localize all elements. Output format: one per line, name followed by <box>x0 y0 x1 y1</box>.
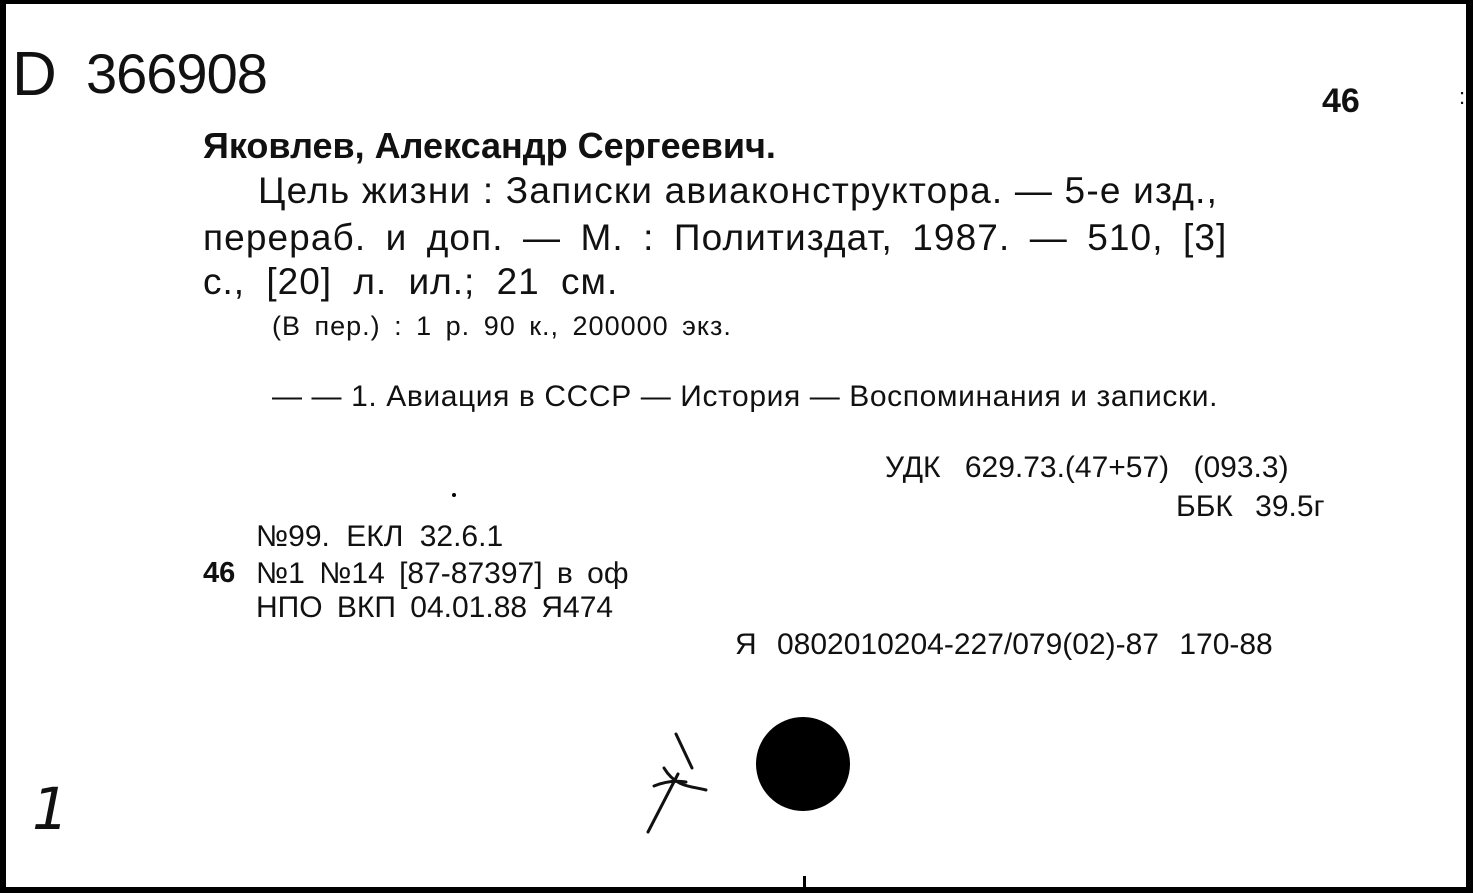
card-border-right <box>1466 0 1473 893</box>
ekl-line: №99. ЕКЛ 32.6.1 <box>256 520 504 553</box>
punch-hole <box>756 717 850 811</box>
udk-code: УДК 629.73.(47+57) (093.3) <box>885 451 1289 484</box>
card-border-left <box>0 0 6 893</box>
margin-dot: : <box>1459 84 1466 109</box>
npo-line: НПО ВКП 04.01.88 Я474 <box>256 591 614 624</box>
subject-headings: — — 1. Авиация в СССР — История — Воспоминания и записки. <box>272 380 1219 413</box>
title-line-1: Цель жизни : Записки авиаконструктора. — 5-е изд., <box>258 170 1219 211</box>
inventory-letter: D <box>12 40 57 109</box>
bbk-code: ББК 39.5г <box>1176 490 1325 523</box>
inventory-number: 366908 <box>86 42 267 105</box>
index-line: Я 0802010204-227/079(02)-87 170-88 <box>735 628 1273 661</box>
handwritten-mark-center <box>630 728 710 838</box>
author-heading: Яковлев, Александр Сергеевич. <box>203 125 776 166</box>
ink-speck <box>452 493 456 497</box>
card-border-bottom <box>0 887 1473 893</box>
title-line-3: с., [20] л. ил.; 21 см. <box>203 261 619 302</box>
handwritten-mark-left: 1 <box>32 775 69 843</box>
order-line: №1 №14 [87-87397] в оф <box>256 557 629 590</box>
bottom-tick <box>803 876 806 888</box>
card-border-top <box>0 0 1473 4</box>
binding-price: (В пер.) : 1 р. 90 к., 200000 экз. <box>272 311 732 341</box>
order-number: 46 <box>203 557 236 589</box>
shelf-code: 46 <box>1322 82 1360 120</box>
title-line-2: перераб. и доп. — М. : Политиздат, 1987. — 510, [3] <box>203 217 1228 258</box>
